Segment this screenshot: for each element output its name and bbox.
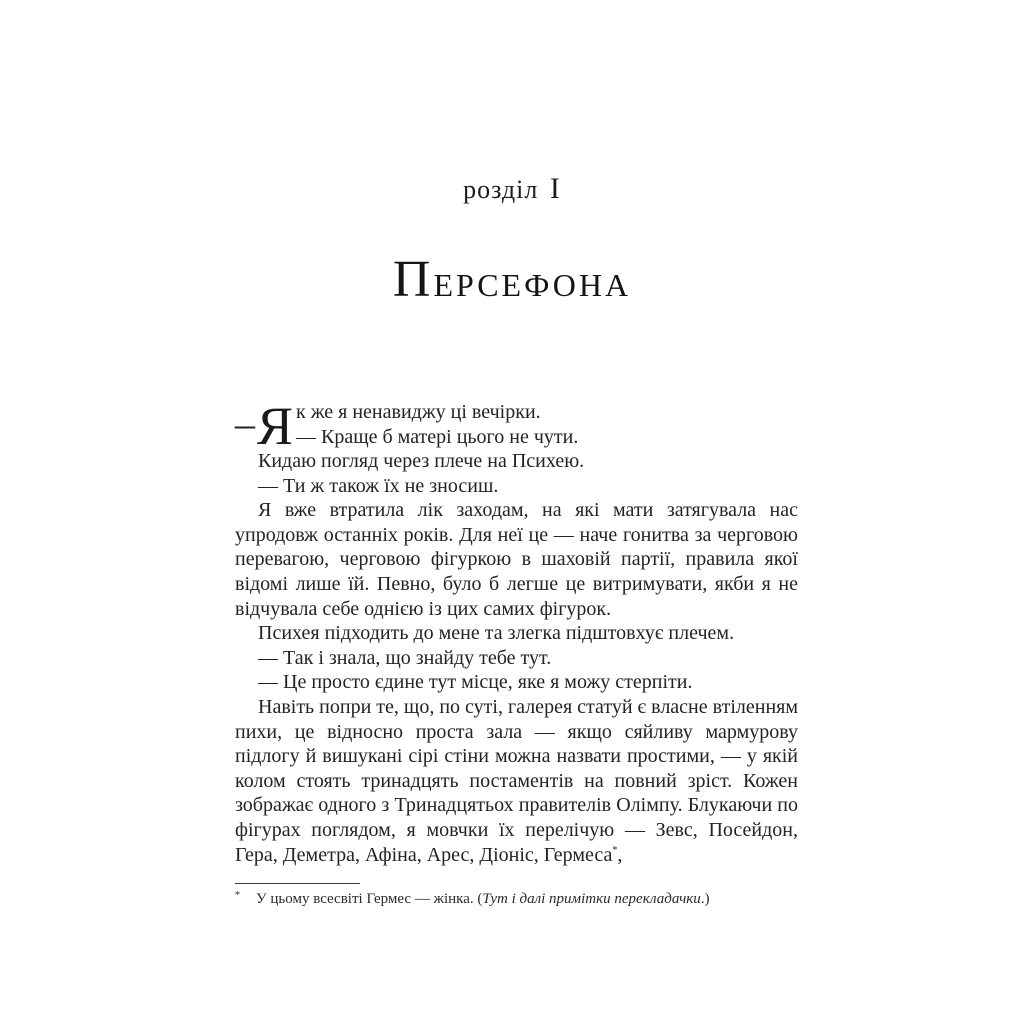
footnote-text-plain: У цьому всесвіті Гермес — жінка. ( xyxy=(256,891,483,907)
footnote-reference[interactable]: * xyxy=(612,844,618,856)
chapter-title-initial: П xyxy=(392,251,434,308)
footnote-text-end: .) xyxy=(700,891,710,907)
paragraph: Психея підходить до мене та злегка підштовхує плечем. xyxy=(258,622,735,645)
paragraph: — Ти ж також їх не зносиш. xyxy=(258,474,499,497)
paragraph-tail: , xyxy=(617,843,623,866)
chapter-title-rest: ерсефона xyxy=(433,255,632,306)
paragraph: — Це просто єдине тут місце, яке я можу стерпіти. xyxy=(258,671,693,694)
dropcap-dash: – xyxy=(235,401,255,446)
opening-line-1: к же я ненавиджу ці вечірки. xyxy=(296,401,541,423)
footnote-text xyxy=(256,889,710,909)
body-text xyxy=(235,396,798,867)
paragraph: Кидаю погляд через плече на Психею. xyxy=(258,450,585,472)
footnote-mark: * xyxy=(235,890,240,901)
footnote-divider xyxy=(235,883,360,884)
chapter-number: I xyxy=(549,172,561,205)
paragraph: Я вже втратила лік заходам, на які мати затягувала нас упродовж останніх років. Для неї це — наче гонитва за черговою перевагою, черговою фігуркою в шаховій партії, правила якої відомі лише їй. Певно, було б легше це витримувати, якби я не відчувала себе однією із цих самих фігурок. xyxy=(235,499,798,620)
footnote-text-italic: Тут і далі примітки перекладачки xyxy=(482,891,701,907)
paragraph-text: Навіть попри те, що, по суті, галерея статуй є власне втіленням пихи, це відносно проста зала — якщо сяйливу мармурову підлогу й вишукані сірі стіни можна назвати простими, — у якій колом стоять тринадцять постаментів на повний зріст. Кожен зображає одного з Тринадцятьох правителів Олімпу. Блукаючи по фігурах поглядом, я мовчки їх перелічую — Зевс, Посейдон, Гера, Деметра, Афіна, Арес, Діоніс, Гермеса xyxy=(235,695,798,866)
dropcap-letter: Я xyxy=(257,396,294,456)
chapter-title xyxy=(0,250,1024,309)
paragraph-last xyxy=(235,695,798,867)
opening-line-2: — Краще б матері цього не чути. xyxy=(296,425,579,448)
chapter-word: розділ xyxy=(463,175,539,204)
chapter-label xyxy=(0,172,1024,206)
opening-paragraph xyxy=(235,396,798,456)
paragraph: — Так і знала, що знайду тебе тут. xyxy=(258,646,552,669)
